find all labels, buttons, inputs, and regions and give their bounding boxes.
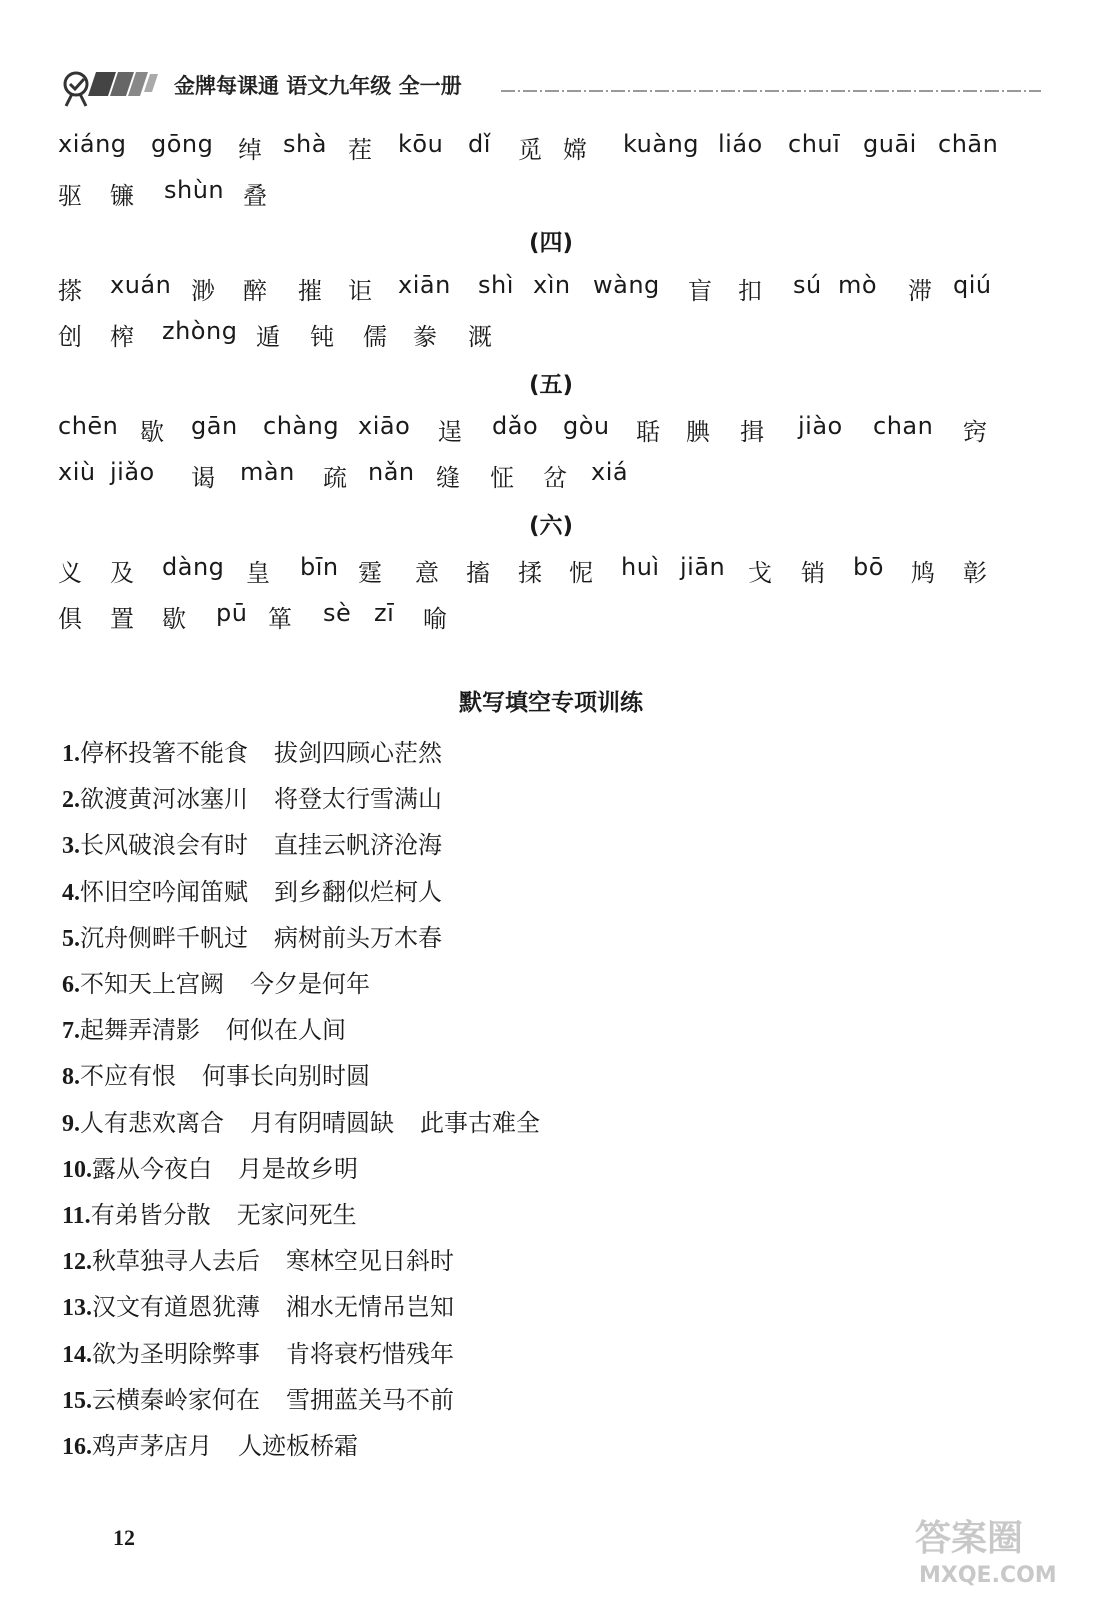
verse-line: 月是故乡明 [238,1154,358,1183]
character-token: 缝 [436,464,460,492]
character-token: 戈 [748,559,772,587]
pinyin-token: sú [793,271,822,299]
verse-line: 将登太行雪满山 [274,785,442,814]
character-token: 滞 [908,277,932,305]
verse-line: 湘水无情吊岂知 [286,1293,454,1322]
pinyin-token: gān [191,412,238,440]
character-token: 搽 [58,277,82,305]
item-number: 13. [62,1295,92,1322]
dictation-item [62,1426,384,1466]
character-token: 绰 [238,136,262,164]
book-logo-icon [56,64,166,108]
character-token: 溉 [468,323,492,351]
pinyin-token: zī [374,599,395,627]
character-token: 醉 [243,277,267,305]
character-token: 鸠 [911,559,935,587]
character-token: 驱 [58,182,82,210]
character-token: 逞 [438,418,462,446]
character-token: 钝 [310,323,334,351]
pinyin-token: xiáng [58,130,127,158]
pinyin-token: liáo [718,130,763,158]
item-number: 6. [62,972,80,998]
verse-line: 肯将衰朽惜残年 [286,1339,454,1368]
header-title: 金牌每课通 语文九年级 全一册 [174,74,462,98]
pinyin-token: pū [216,599,248,627]
item-number: 3. [62,833,80,860]
item-number: 1. [62,741,80,767]
character-token: 义 [58,559,82,587]
verse-line: 直挂云帆济沧海 [274,831,442,860]
pinyin-token: dàng [162,553,225,581]
verse-line: 拔剑四顾心茫然 [274,739,442,767]
section-label-6: (六) [528,513,574,539]
verse-line: 人迹板桥霜 [238,1432,358,1460]
pinyin-token: bīn [300,553,339,581]
character-token: 谒 [191,464,215,492]
verse-line: 此事古难全 [420,1108,540,1137]
pinyin-token: màn [240,458,295,486]
character-token: 岔 [543,464,567,492]
pinyin-token: kōu [398,130,444,158]
pinyin-token: nǎn [368,458,415,486]
section-label-5: (五) [528,372,574,398]
pinyin-token: chān [938,130,999,158]
dictation-item [62,825,468,865]
pinyin-token: shì [478,271,514,299]
item-number: 11. [62,1203,91,1229]
item-number: 4. [62,879,80,906]
page-number: 12 [113,1525,135,1550]
item-number: 12. [62,1249,92,1276]
character-token: 置 [110,605,134,633]
dictation-item [62,964,396,1004]
verse-line: 鸡声茅店月 [92,1432,212,1460]
pinyin-token: wàng [593,271,660,299]
character-token: 霆 [358,559,382,587]
pinyin-token: gòu [563,412,610,440]
dictation-section-title: 默写填空专项训练 [459,690,643,716]
dictation-item [62,1195,383,1235]
pinyin-row [58,599,1048,639]
character-token: 歇 [162,605,186,633]
item-number: 16. [62,1434,92,1460]
character-token: 揖 [740,418,764,446]
pinyin-token: xiù [58,458,96,486]
character-token: 豢 [413,323,437,351]
character-token: 及 [110,559,134,587]
header-rule [501,88,1041,94]
verse-line: 月有阴晴圆缺 [250,1108,394,1137]
pinyin-token: sè [323,599,352,627]
section-label-4: (四) [528,230,574,256]
dictation-item [62,1380,480,1420]
dictation-item [62,1334,480,1374]
dictation-item [62,733,468,773]
pinyin-token: xiá [591,458,629,486]
pinyin-row [58,412,1048,452]
character-token: 扣 [738,277,762,305]
svg-text:MXQE.COM: MXQE.COM [919,1563,1057,1588]
character-token: 皇 [246,559,270,587]
pinyin-token: xuán [110,271,172,299]
dictation-item [62,1056,396,1096]
pinyin-token: dǐ [468,130,491,158]
character-token: 摧 [298,277,322,305]
verse-line: 不知天上宫阙 [80,970,224,998]
verse-line: 停杯投箸不能食 [80,739,248,767]
verse-line: 汉文有道恩犹薄 [92,1293,260,1322]
dictation-item [62,1149,384,1189]
character-token: 彰 [963,559,987,587]
pinyin-token: chan [873,412,934,440]
pinyin-token: xiān [398,271,451,299]
dictation-item [62,872,468,912]
pinyin-row [58,553,1048,593]
pinyin-token: xiāo [358,412,411,440]
pinyin-token: xìn [533,271,571,299]
item-number: 7. [62,1018,80,1045]
verse-line: 长风破浪会有时 [80,831,248,860]
verse-line: 沉舟侧畔千帆过 [80,923,248,952]
character-token: 腆 [686,418,710,446]
dictation-item [62,1010,372,1050]
character-token: 茬 [348,136,372,164]
verse-line: 病树前头万木春 [274,923,442,952]
pinyin-row [58,176,1048,216]
dictation-item [62,1241,480,1281]
pinyin-token: jiǎo [110,458,155,486]
pinyin-token: jiào [798,412,843,440]
verse-line: 寒林空见日斜时 [286,1247,454,1276]
pinyin-token: qiú [953,271,992,299]
item-number: 8. [62,1064,80,1091]
pinyin-row [58,458,1048,498]
item-number: 14. [62,1341,92,1368]
item-number: 15. [62,1387,92,1414]
pinyin-token: chuī [788,130,841,158]
dictation-item [62,1103,566,1143]
pinyin-token: dǎo [492,412,539,440]
watermark-logo [905,1510,1085,1590]
character-token: 盲 [688,277,712,305]
dictation-item [62,779,468,819]
item-number: 2. [62,787,80,814]
verse-line: 怀旧空吟闻笛赋 [80,877,248,906]
character-token: 歇 [140,418,164,446]
pinyin-token: guāi [863,130,917,158]
verse-line: 何似在人间 [226,1016,346,1045]
character-token: 箪 [268,605,292,633]
character-token: 销 [801,559,825,587]
character-token: 镰 [110,182,134,210]
character-token: 怩 [569,559,593,587]
character-token: 搐 [466,559,490,587]
pinyin-token: mò [838,271,878,299]
character-token: 讵 [348,277,372,305]
character-token: 创 [58,323,82,351]
page-header [56,60,1046,112]
dictation-item [62,1287,480,1327]
verse-line: 不应有恨 [80,1062,176,1091]
pinyin-row [58,317,1048,357]
character-token: 儒 [363,323,387,351]
verse-line: 欲为圣明除弊事 [92,1339,260,1368]
item-number: 5. [62,925,80,952]
character-token: 渺 [191,277,215,305]
pinyin-token: shùn [164,176,225,204]
verse-line: 云横秦岭家何在 [92,1385,260,1414]
item-number: 10. [62,1156,92,1183]
pinyin-token: kuàng [623,130,700,158]
pinyin-row [58,271,1048,311]
character-token: 嫦 [563,136,587,164]
pinyin-token: chàng [263,412,340,440]
pinyin-token: shà [283,130,327,158]
character-token: 意 [415,559,439,587]
pinyin-token: jiān [680,553,726,581]
pinyin-token: chēn [58,412,119,440]
verse-line: 露从今夜白 [92,1154,212,1183]
verse-line: 今夕是何年 [250,970,370,998]
pinyin-token: bō [853,553,884,581]
character-token: 俱 [58,605,82,633]
character-token: 觅 [518,136,542,164]
character-token: 揉 [518,559,542,587]
svg-text:答案圈: 答案圈 [915,1518,1024,1559]
character-token: 怔 [490,464,514,492]
verse-line: 欲渡黄河冰塞川 [80,785,248,814]
pinyin-token: gōng [151,130,214,158]
pinyin-token: zhòng [162,317,238,345]
character-token: 聒 [636,418,660,446]
verse-line: 何事长向别时圆 [202,1062,370,1091]
character-token: 叠 [243,182,267,210]
verse-line: 有弟皆分散 [90,1201,211,1229]
character-token: 窍 [963,418,987,446]
dictation-item [62,918,468,958]
verse-line: 无家问死生 [236,1201,357,1229]
verse-line: 起舞弄清影 [80,1016,200,1045]
pinyin-row [58,130,1048,170]
character-token: 喻 [423,605,447,633]
character-token: 遁 [256,323,280,351]
character-token: 榨 [110,323,134,351]
verse-line: 雪拥蓝关马不前 [286,1385,454,1414]
verse-line: 秋草独寻人去后 [92,1247,260,1276]
verse-line: 人有悲欢离合 [80,1108,224,1137]
character-token: 疏 [323,464,347,492]
verse-line: 到乡翻似烂柯人 [274,877,442,906]
pinyin-token: huì [621,553,660,581]
item-number: 9. [62,1110,80,1137]
